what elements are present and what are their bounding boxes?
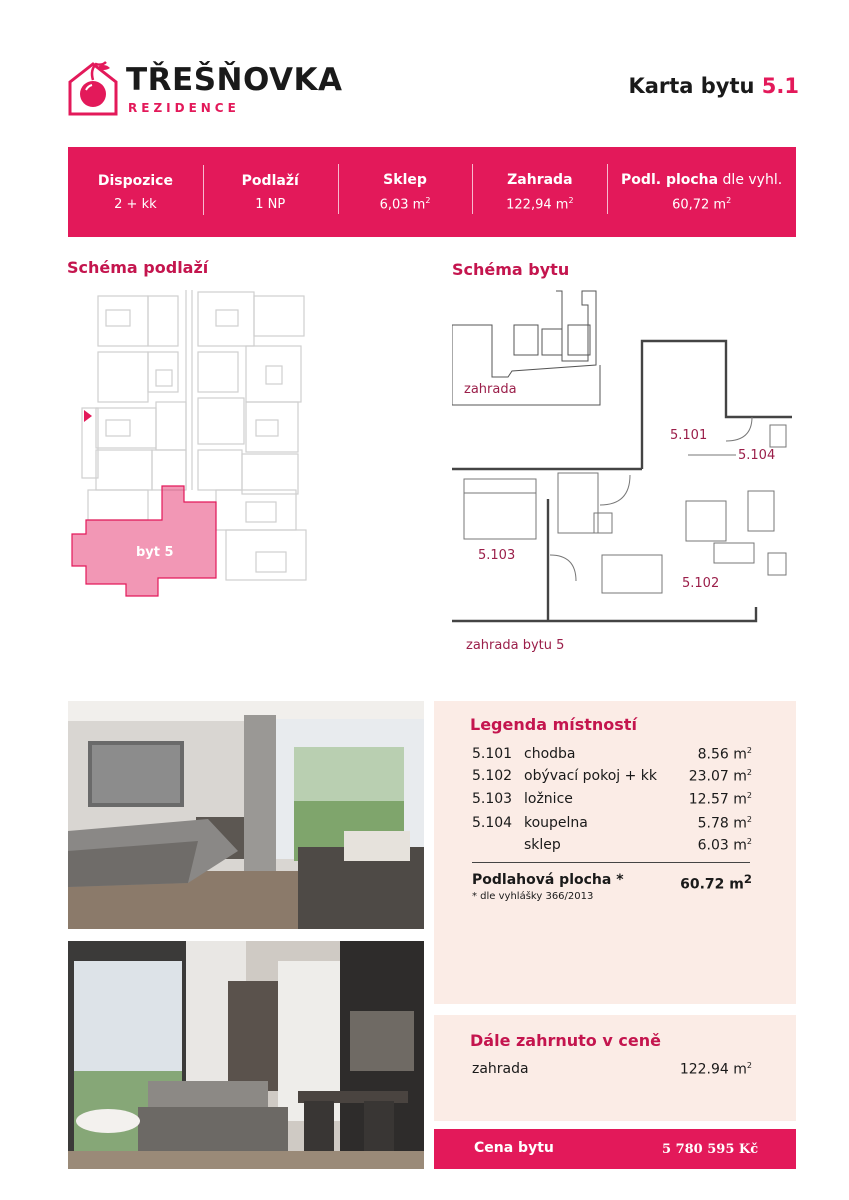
- included-item-name: zahrada: [472, 1061, 529, 1077]
- included-row: [472, 1061, 752, 1077]
- price-value: 5 780 595 Kč: [662, 1142, 759, 1157]
- price-label: Cena bytu: [474, 1140, 554, 1156]
- zahrada-label: Zahrada: [507, 171, 573, 188]
- summary-dispozice: [68, 173, 203, 212]
- total-area: [680, 872, 752, 893]
- room-area: [698, 815, 752, 832]
- room-area-exp: 2: [746, 768, 752, 777]
- room-name: ložnice: [524, 791, 573, 807]
- flat-number: 5.1: [761, 74, 799, 98]
- plocha-label: Podl. plocha: [621, 171, 719, 188]
- dispozice-label: Dispozice: [97, 172, 173, 189]
- bedroom-photo: [68, 701, 424, 929]
- room-number: 5.101: [472, 746, 513, 762]
- included-panel: [434, 1015, 796, 1121]
- room-name: obývací pokoj + kk: [524, 768, 657, 784]
- summary-podlazi: [203, 173, 338, 212]
- legend-title: Legenda místností: [470, 715, 637, 734]
- card-title-text: Karta bytu: [628, 74, 755, 98]
- brand-subtitle: REZIDENCE: [128, 101, 240, 115]
- page-title: [628, 74, 799, 98]
- legend-divider: [472, 862, 750, 863]
- sklep-label: Sklep: [383, 171, 427, 188]
- room-area-exp: 2: [746, 791, 752, 800]
- plocha-label-suffix: dle vyhl.: [718, 171, 783, 188]
- room-area: [689, 768, 752, 785]
- plocha-value: 60,72 m: [672, 197, 727, 213]
- zahrada-value-wrap: [472, 196, 607, 212]
- flat-garden-label: zahrada bytu 5: [466, 638, 565, 653]
- dispozice-value: 2 + kk: [114, 196, 157, 212]
- room-5-103-label: 5.103: [478, 548, 516, 563]
- flat-scheme-title: Schéma bytu: [452, 260, 570, 279]
- room-legend-panel: [434, 701, 796, 1004]
- plocha-value-wrap: [607, 196, 796, 212]
- room-5-104-label: 5.104: [738, 448, 776, 463]
- flat-plan-diagram: [452, 285, 798, 655]
- included-item-value: 122.94 m: [679, 1061, 747, 1078]
- room-area: [698, 746, 752, 763]
- room-area: [698, 837, 752, 854]
- zahrada-unit-exp: 2: [568, 195, 574, 205]
- room-area: [689, 791, 752, 808]
- cherry-house-logo-icon: [66, 58, 120, 116]
- included-title: Dále zahrnuto v ceně: [470, 1031, 661, 1050]
- room-area-value: 23.07 m: [688, 768, 747, 785]
- legend-total-row: [472, 872, 752, 893]
- room-number: 5.102: [472, 768, 513, 784]
- floor-scheme-title: Schéma podlaží: [67, 258, 209, 277]
- plocha-label-wrap: [607, 172, 796, 188]
- sklep-value-wrap: [338, 196, 473, 212]
- room-number: 5.104: [472, 815, 513, 831]
- podlazi-value: 1 NP: [255, 196, 286, 212]
- room-area-exp: 2: [746, 815, 752, 824]
- flat-highlight-label: byt 5: [136, 545, 174, 560]
- plocha-unit-exp: 2: [726, 195, 732, 205]
- brand-name: TŘEŠŇOVKA: [126, 62, 343, 98]
- summary-banner: [68, 147, 796, 237]
- room-area-value: 12.57 m: [688, 791, 747, 808]
- living-room-photo: [68, 941, 424, 1169]
- room-name: sklep: [524, 837, 561, 853]
- included-item-exp: 2: [746, 1061, 752, 1070]
- total-exp: 2: [743, 872, 752, 886]
- total-value: 60.72 m: [680, 876, 744, 893]
- room-5-101-label: 5.101: [670, 428, 708, 443]
- podlazi-label: Podlaží: [241, 172, 299, 189]
- room-5-102-label: 5.102: [682, 576, 720, 591]
- price-bar: [434, 1129, 796, 1169]
- room-area-exp: 2: [746, 746, 752, 755]
- legend-footnote: * dle vyhlášky 366/2013: [472, 891, 594, 902]
- summary-plocha: [607, 172, 796, 212]
- garden-label: zahrada: [464, 382, 517, 397]
- sklep-unit-exp: 2: [425, 195, 431, 205]
- room-area-exp: 2: [746, 837, 752, 846]
- summary-zahrada: [472, 172, 607, 212]
- room-area-value: 5.78 m: [697, 815, 747, 832]
- room-number: 5.103: [472, 791, 513, 807]
- included-item-area: [680, 1061, 752, 1078]
- floor-plan-diagram: [66, 290, 316, 600]
- room-name: chodba: [524, 746, 576, 762]
- zahrada-value: 122,94 m: [506, 197, 569, 213]
- room-area-value: 8.56 m: [697, 746, 747, 763]
- room-area-value: 6.03 m: [697, 837, 747, 854]
- room-name: koupelna: [524, 815, 588, 831]
- summary-sklep: [338, 172, 473, 212]
- total-label: Podlahová plocha *: [472, 872, 624, 888]
- sklep-value: 6,03 m: [379, 197, 426, 213]
